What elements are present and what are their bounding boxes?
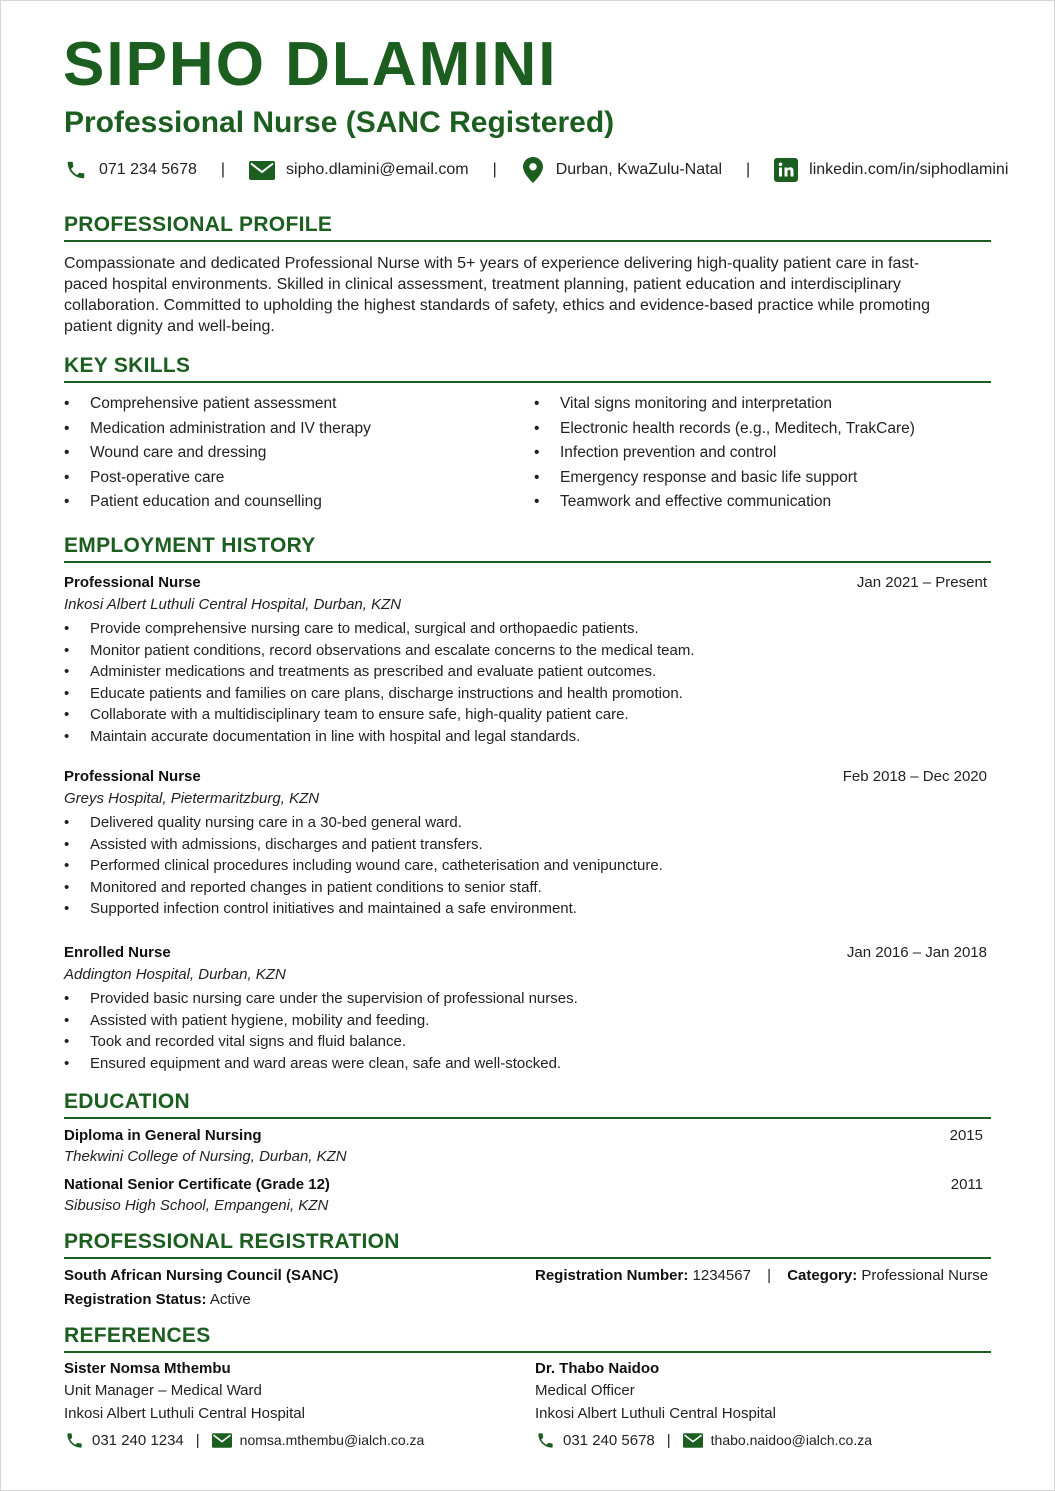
phone-icon — [64, 158, 88, 182]
section-skills — [64, 353, 991, 383]
candidate-title: Professional Nurse (SANC Registered) — [64, 106, 615, 139]
phone-number: 071 234 5678 — [99, 161, 197, 178]
skills-list-left — [64, 392, 504, 515]
section-employment — [64, 533, 991, 563]
list-item: • Maintain accurate documentation in line with hospital and legal standards. — [64, 726, 989, 748]
status-value: Active — [209, 1291, 251, 1308]
job-dates: Jan 2016 – Jan 2018 — [846, 944, 987, 961]
list-item: • Comprehensive patient assessment — [64, 392, 504, 417]
profile-text: Compassionate and dedicated Professional Nurse with 5+ years of experience delivering high-quality patient care in fast-paced hospital environments. Skilled in clinical assessment, treatment planning, patient education and interdisciplinary collaboration. Committed to upholding the highest standards of safety, ethics and evidence-based practice while promoting patient dignity and well-being. — [64, 255, 930, 335]
job-employer: Greys Hospital, Pietermaritzburg, KZN — [64, 790, 320, 807]
separator: | — [746, 161, 751, 178]
envelope-icon — [212, 1430, 232, 1450]
separator: | — [666, 1431, 671, 1449]
separator: | — [195, 1431, 200, 1449]
section-heading: REFERENCES — [64, 1324, 211, 1347]
list-item: • Assisted with admissions, discharges and patient transfers. — [64, 834, 989, 856]
registration-number: 1234567 — [692, 1267, 751, 1284]
section-heading: PROFESSIONAL REGISTRATION — [64, 1230, 400, 1253]
list-item: • Medication administration and IV therapy — [64, 417, 504, 442]
job-dates: Jan 2021 – Present — [856, 574, 987, 591]
list-item: • Monitor patient conditions, record observations and escalate concerns to the medical team. — [64, 640, 989, 662]
phone-icon — [535, 1430, 555, 1450]
contact-phone[interactable] — [64, 158, 197, 182]
job-employer: Addington Hospital, Durban, KZN — [64, 966, 286, 983]
linkedin-url: linkedin.com/in/siphodlamini — [809, 161, 1009, 178]
job-entry — [64, 766, 989, 920]
reference-contact — [535, 1430, 955, 1450]
list-item: • Electronic health records (e.g., Meditech, TrakCare) — [534, 417, 974, 442]
section-education — [64, 1089, 991, 1119]
section-heading: KEY SKILLS — [64, 354, 191, 377]
job-duties — [64, 618, 989, 748]
registration-number-label: Registration Number: — [535, 1267, 689, 1284]
job-title: Professional Nurse — [64, 574, 201, 591]
list-item: • Infection prevention and control — [534, 441, 974, 466]
envelope-icon — [683, 1430, 703, 1450]
section-heading: EDUCATION — [64, 1090, 190, 1113]
job-title: Professional Nurse — [64, 768, 201, 785]
list-item: • Assisted with patient hygiene, mobility and feeding. — [64, 1010, 989, 1032]
separator: | — [767, 1267, 772, 1284]
list-item: • Teamwork and effective communication — [534, 490, 974, 515]
reference-contact — [64, 1430, 484, 1450]
education-year: 2015 — [949, 1127, 983, 1144]
reference-role: Unit Manager – Medical Ward — [64, 1382, 262, 1399]
category-value: Professional Nurse — [861, 1267, 989, 1284]
job-entry — [64, 572, 989, 748]
section-registration — [64, 1229, 991, 1259]
reference-email[interactable]: thabo.naidoo@ialch.co.za — [710, 1432, 872, 1448]
reference-name: Sister Nomsa Mthembu — [64, 1360, 231, 1377]
linkedin-icon — [774, 158, 798, 182]
job-entry — [64, 942, 989, 1074]
education-institution: Thekwini College of Nursing, Durban, KZN — [64, 1148, 347, 1165]
list-item: • Educate patients and families on care plans, discharge instructions and health promotion. — [64, 683, 989, 705]
education-entry — [64, 1174, 989, 1216]
job-duties — [64, 988, 989, 1074]
list-item: • Emergency response and basic life support — [534, 466, 974, 491]
reference-name: Dr. Thabo Naidoo — [535, 1360, 660, 1377]
education-title: Diploma in General Nursing — [64, 1127, 262, 1144]
list-item: • Took and recorded vital signs and fluid balance. — [64, 1031, 989, 1053]
location-text: Durban, KwaZulu-Natal — [555, 161, 723, 178]
candidate-name: SIPHO DLAMINI — [63, 30, 558, 99]
education-title: National Senior Certificate (Grade 12) — [64, 1176, 330, 1193]
job-duties — [64, 812, 989, 920]
list-item: • Supported infection control initiatives and maintained a safe environment. — [64, 898, 989, 920]
reference-email[interactable]: nomsa.mthembu@ialch.co.za — [239, 1432, 425, 1448]
list-item: • Delivered quality nursing care in a 30-bed general ward. — [64, 812, 989, 834]
email-address: sipho.dlamini@email.com — [286, 161, 469, 178]
reference-organization: Inkosi Albert Luthuli Central Hospital — [535, 1404, 776, 1422]
list-item: • Vital signs monitoring and interpretation — [534, 392, 974, 417]
list-item: • Wound care and dressing — [64, 441, 504, 466]
registration-status — [64, 1289, 251, 1311]
contact-email[interactable] — [249, 158, 469, 182]
list-item: • Provide comprehensive nursing care to medical, surgical and orthopaedic patients. — [64, 618, 989, 640]
list-item: • Patient education and counselling — [64, 490, 504, 515]
job-employer: Inkosi Albert Luthuli Central Hospital, Durban, KZN — [64, 596, 402, 613]
section-heading: EMPLOYMENT HISTORY — [64, 534, 316, 557]
registration-council — [64, 1265, 338, 1287]
envelope-icon — [249, 158, 275, 182]
list-item: • Performed clinical procedures including wound care, catheterisation and venipuncture. — [64, 855, 989, 877]
list-item: • Collaborate with a multidisciplinary team to ensure safe, high-quality patient care. — [64, 704, 989, 726]
job-dates: Feb 2018 – Dec 2020 — [842, 768, 987, 785]
category-label: Category: — [787, 1267, 858, 1284]
skills-list-right — [534, 392, 974, 515]
list-item: • Ensured equipment and ward areas were clean, safe and well-stocked. — [64, 1053, 989, 1075]
council-name: South African Nursing Council (SANC) — [64, 1267, 339, 1284]
education-year: 2011 — [950, 1176, 983, 1193]
contact-linkedin[interactable] — [774, 158, 1008, 182]
list-item: • Provided basic nursing care under the supervision of professional nurses. — [64, 988, 989, 1010]
separator: | — [220, 161, 226, 178]
education-entry — [64, 1125, 989, 1167]
reference-phone[interactable]: 031 240 5678 — [563, 1431, 655, 1449]
status-label: Registration Status: — [64, 1291, 207, 1308]
location-pin-icon — [521, 158, 545, 182]
list-item: • Post-operative care — [64, 466, 504, 491]
registration-details — [535, 1265, 988, 1287]
reference-organization: Inkosi Albert Luthuli Central Hospital — [64, 1404, 305, 1422]
separator: | — [492, 161, 497, 178]
contact-location — [521, 158, 722, 182]
reference-role: Medical Officer — [535, 1382, 635, 1399]
list-item: • Monitored and reported changes in patient conditions to senior staff. — [64, 877, 989, 899]
phone-icon — [64, 1430, 84, 1450]
list-item: • Administer medications and treatments as prescribed and evaluate patient outcomes. — [64, 661, 989, 683]
reference-card — [535, 1358, 955, 1450]
contact-bar — [64, 156, 1008, 184]
reference-card — [64, 1358, 484, 1450]
section-profile — [64, 212, 991, 242]
reference-phone[interactable]: 031 240 1234 — [92, 1431, 184, 1449]
job-title: Enrolled Nurse — [64, 944, 171, 961]
education-institution: Sibusiso High School, Empangeni, KZN — [64, 1197, 329, 1214]
section-references — [64, 1323, 991, 1353]
section-heading: PROFESSIONAL PROFILE — [64, 213, 333, 236]
